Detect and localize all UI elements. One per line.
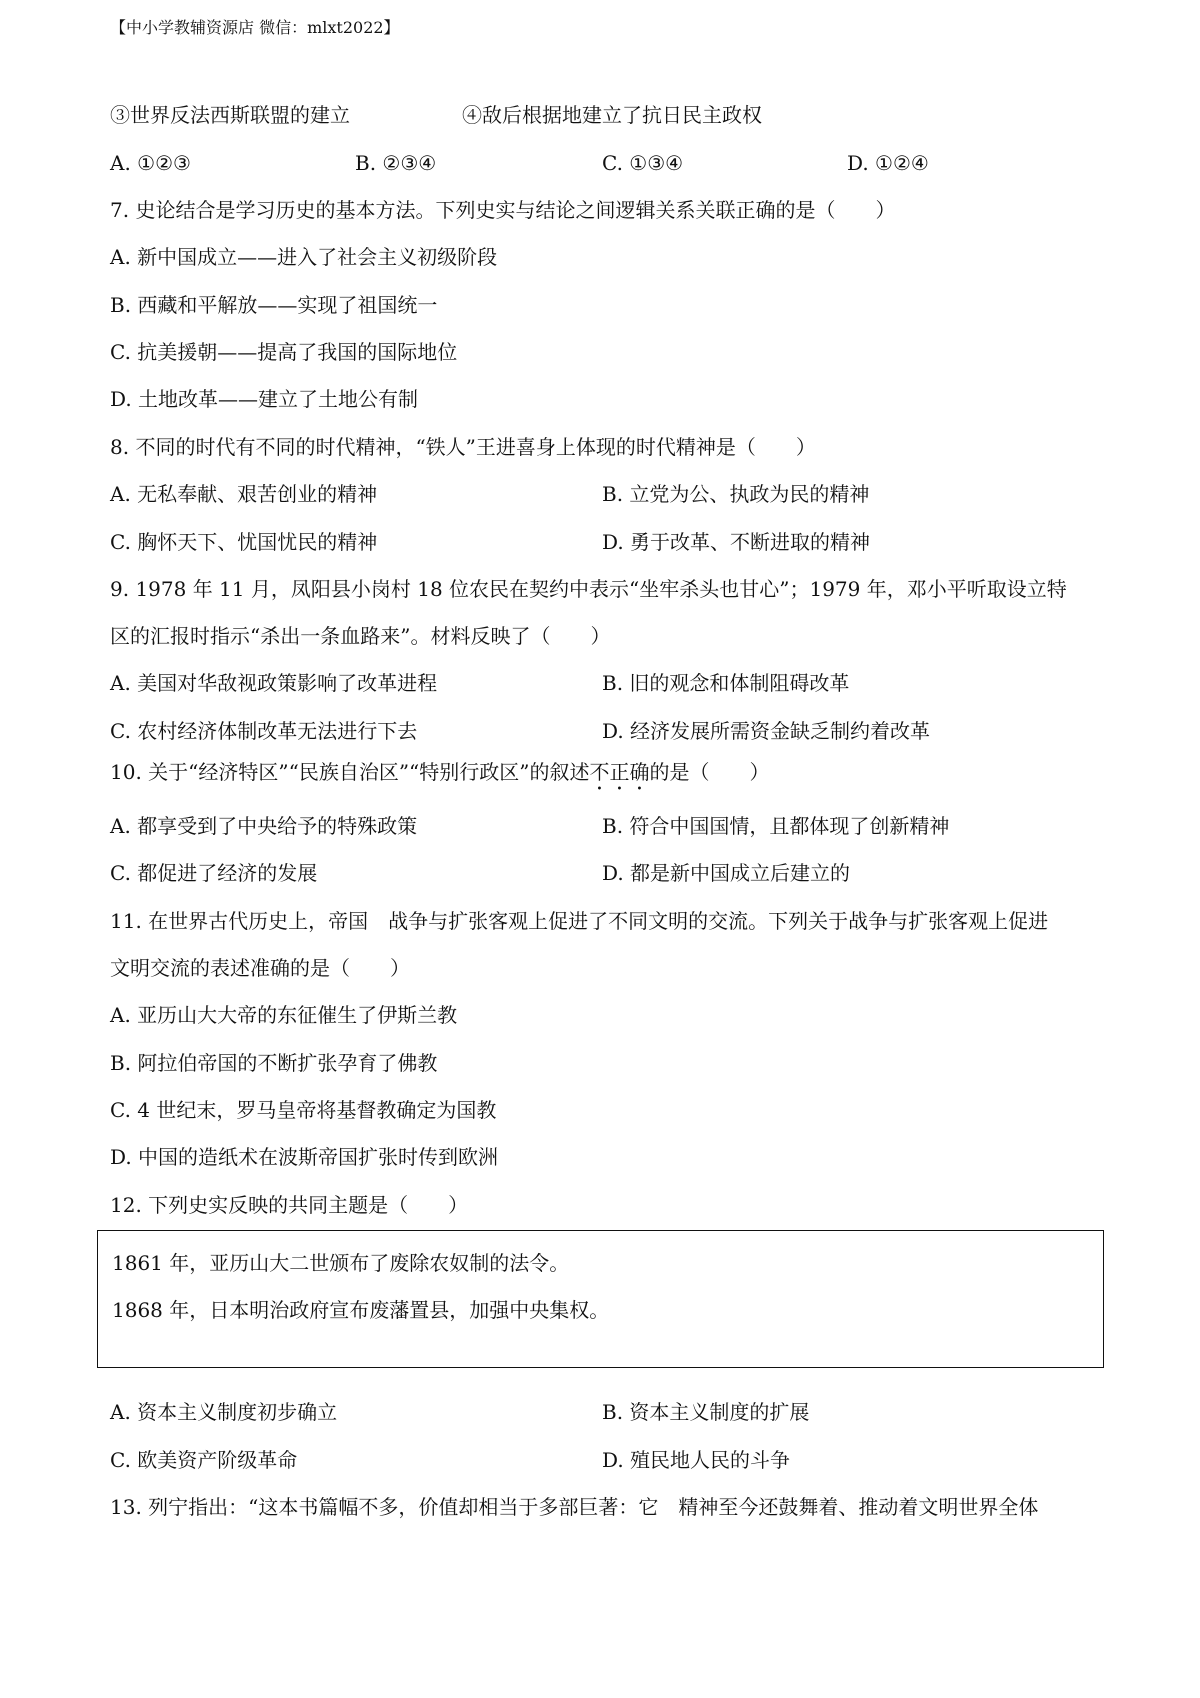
q11-option-c: C. 4 世纪末，罗马皇帝将基督教确定为国教 [110, 1098, 497, 1122]
q10-stem-before: 10. 关于“经济特区”“民族自治区”“特别行政区”的叙述 [110, 760, 590, 784]
q8-option-c: C. 胸怀天下、忧国忧民的精神 [110, 530, 378, 554]
q12-option-c: C. 欧美资产阶级革命 [110, 1448, 298, 1472]
q7-option-a: A. 新中国成立——进入了社会主义初级阶段 [110, 245, 498, 269]
q7-option-b: B. 西藏和平解放——实现了祖国统一 [110, 293, 438, 317]
q10-option-a: A. 都享受到了中央给予的特殊政策 [110, 814, 418, 838]
q6-option-d: D. ①②④ [847, 151, 929, 175]
q8-option-a: A. 无私奉献、艰苦创业的精神 [110, 482, 378, 506]
q9-option-d: D. 经济发展所需资金缺乏制约着改革 [602, 719, 931, 743]
q9-option-c: C. 农村经济体制改革无法进行下去 [110, 719, 418, 743]
q8-option-b: B. 立党为公、执政为民的精神 [602, 482, 870, 506]
q12-option-a: A. 资本主义制度初步确立 [110, 1400, 338, 1424]
q10-stem-after: 的是（ ） [649, 760, 770, 784]
q12-material-line-1: 1861 年，亚历山大二世颁布了废除农奴制的法令。 [112, 1251, 570, 1275]
q10-option-d: D. 都是新中国成立后建立的 [602, 861, 851, 885]
q11-option-a: A. 亚历山大大帝的东征催生了伊斯兰教 [110, 1003, 458, 1027]
q11-option-d: D. 中国的造纸术在波斯帝国扩张时传到欧洲 [110, 1145, 499, 1169]
q9-option-a: A. 美国对华敌视政策影响了改革进程 [110, 671, 438, 695]
q7-option-d: D. 土地改革——建立了土地公有制 [110, 387, 419, 411]
q6-item-3: ③世界反法西斯联盟的建立 [110, 103, 350, 127]
q9-stem-line-2: 区的汇报时指示“杀出一条血路来”。材料反映了（ ） [110, 624, 611, 648]
q11-option-b: B. 阿拉伯帝国的不断扩张孕育了佛教 [110, 1051, 438, 1075]
q13-stem-line-1: 13. 列宁指出：“这本书篇幅不多，价值却相当于多部巨著：它 精神至今还鼓舞着、推动着文明世界全体 [110, 1495, 1039, 1519]
q7-stem: 7. 史论结合是学习历史的基本方法。下列史实与结论之间逻辑关系关联正确的是（ ） [110, 198, 896, 222]
q6-option-a: A. ①②③ [110, 151, 191, 175]
q12-stem: 12. 下列史实反映的共同主题是（ ） [110, 1193, 469, 1217]
q12-material-line-2: 1868 年，日本明治政府宣布废藩置县，加强中央集权。 [112, 1298, 610, 1322]
q7-option-c: C. 抗美援朝——提高了我国的国际地位 [110, 340, 458, 364]
q11-stem-line-1: 11. 在世界古代历史上，帝国 战争与扩张客观上促进了不同文明的交流。下列关于战争与扩张客观上促进 [110, 909, 1049, 933]
q10-option-c: C. 都促进了经济的发展 [110, 861, 318, 885]
q12-material-box [97, 1230, 1104, 1368]
q10-stem [110, 757, 770, 795]
q9-option-b: B. 旧的观念和体制阻碍改革 [602, 671, 850, 695]
q11-stem-line-2: 文明交流的表述准确的是（ ） [110, 956, 410, 980]
q12-option-b: B. 资本主义制度的扩展 [602, 1400, 810, 1424]
q6-item-4: ④敌后根据地建立了抗日民主政权 [462, 103, 762, 127]
q6-option-c: C. ①③④ [602, 151, 684, 175]
source-header: 【中小学教辅资源店 微信：mlxt2022】 [110, 18, 400, 37]
q10-stem-emphasis: 不正确 [589, 760, 650, 784]
q12-option-d: D. 殖民地人民的斗争 [602, 1448, 791, 1472]
q10-option-b: B. 符合中国国情，且都体现了创新精神 [602, 814, 950, 838]
q8-stem: 8. 不同的时代有不同的时代精神，“铁人”王进喜身上体现的时代精神是（ ） [110, 435, 816, 459]
q8-option-d: D. 勇于改革、不断进取的精神 [602, 530, 871, 554]
q9-stem-line-1: 9. 1978 年 11 月，凤阳县小岗村 18 位农民在契约中表示“坐牢杀头也甘心”；1979 年，邓小平听取设立特 [110, 577, 1067, 601]
q6-option-b: B. ②③④ [355, 151, 437, 175]
